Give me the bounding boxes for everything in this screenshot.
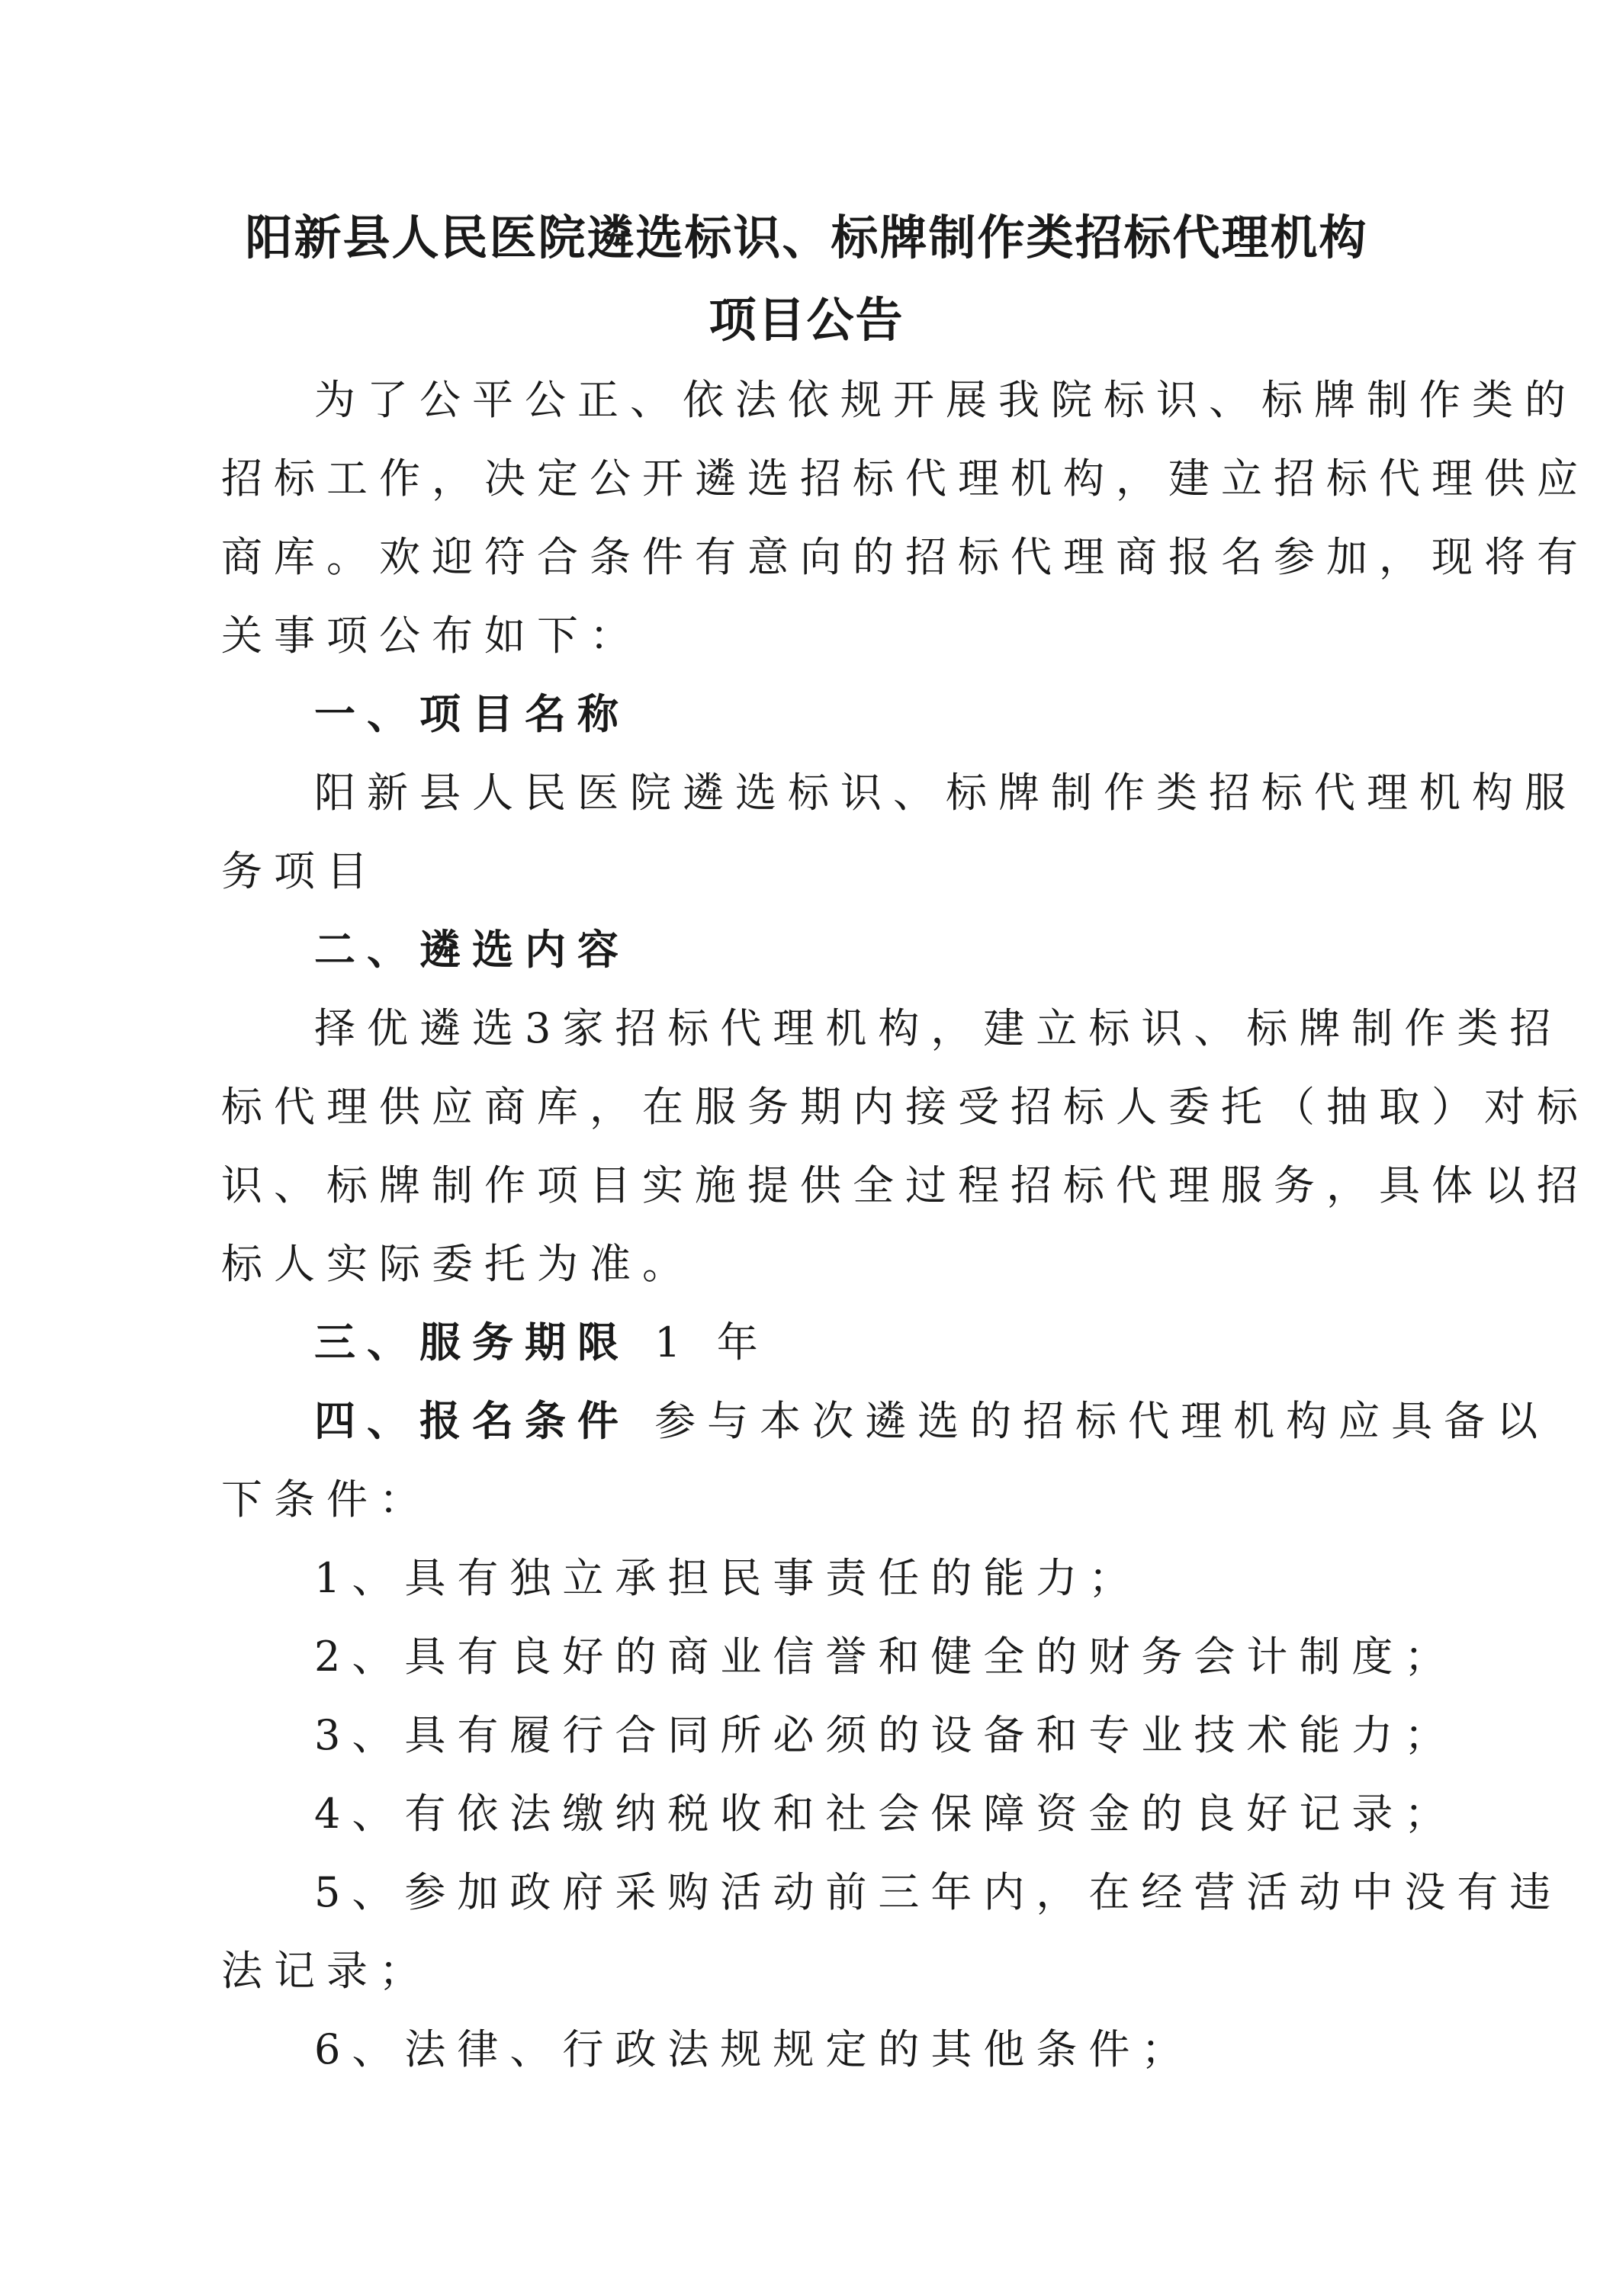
condition-item-6: 6、法律、行政法规规定的其他条件； [314, 2025, 1194, 2073]
section-2-line-1: 择优遴选3家招标代理机构，建立标识、标牌制作类招 [314, 1004, 1563, 1052]
intro-line-3: 商库。欢迎符合条件有意向的招标代理商报名参加，现将有 [221, 533, 1589, 581]
section-3-text: 1 年 [654, 1318, 770, 1366]
section-1-line-1: 阳新县人民医院遴选标识、标牌制作类招标代理机构服 [314, 769, 1577, 817]
intro-line-4: 关事项公布如下： [221, 612, 642, 660]
section-4-text: 参与本次遴选的招标代理机构应具备以 [654, 1397, 1550, 1445]
condition-item-3: 3、具有履行合同所必须的设备和专业技术能力； [314, 1711, 1457, 1759]
condition-item-4: 4、有依法缴纳税收和社会保障资金的良好记录； [314, 1790, 1457, 1838]
section-1-heading: 一、项目名称 [314, 690, 630, 738]
condition-item-5-continuation: 法记录； [221, 1947, 432, 1995]
section-2-line-3: 识、标牌制作项目实施提供全过程招标代理服务，具体以招 [221, 1161, 1589, 1209]
condition-item-2: 2、具有良好的商业信誉和健全的财务会计制度； [314, 1633, 1457, 1681]
section-2-heading: 二、遴选内容 [314, 926, 630, 974]
section-3-line [314, 1318, 770, 1366]
section-2-line-2: 标代理供应商库，在服务期内接受招标人委托（抽取）对标 [221, 1083, 1589, 1131]
document-title-line-2: 项目公告 [708, 292, 905, 348]
section-3-heading: 三、服务期限 [314, 1318, 630, 1366]
section-4-heading: 四、报名条件 [314, 1397, 630, 1445]
condition-item-1: 1、具有独立承担民事责任的能力； [314, 1554, 1142, 1602]
document-title-line-1: 阳新县人民医院遴选标识、标牌制作类招标代理机构 [245, 210, 1368, 265]
section-1-line-2: 务项目 [221, 847, 379, 895]
section-4-continuation: 下条件： [221, 1476, 432, 1524]
section-2-line-4: 标人实际委托为准。 [221, 1240, 695, 1288]
intro-line-1: 为了公平公正、依法依规开展我院标识、标牌制作类的 [314, 376, 1577, 424]
intro-line-2: 招标工作，决定公开遴选招标代理机构，建立招标代理供应 [221, 454, 1589, 503]
condition-item-5: 5、参加政府采购活动前三年内，在经营活动中没有违 [314, 1868, 1563, 1916]
section-4-line [314, 1397, 1550, 1445]
